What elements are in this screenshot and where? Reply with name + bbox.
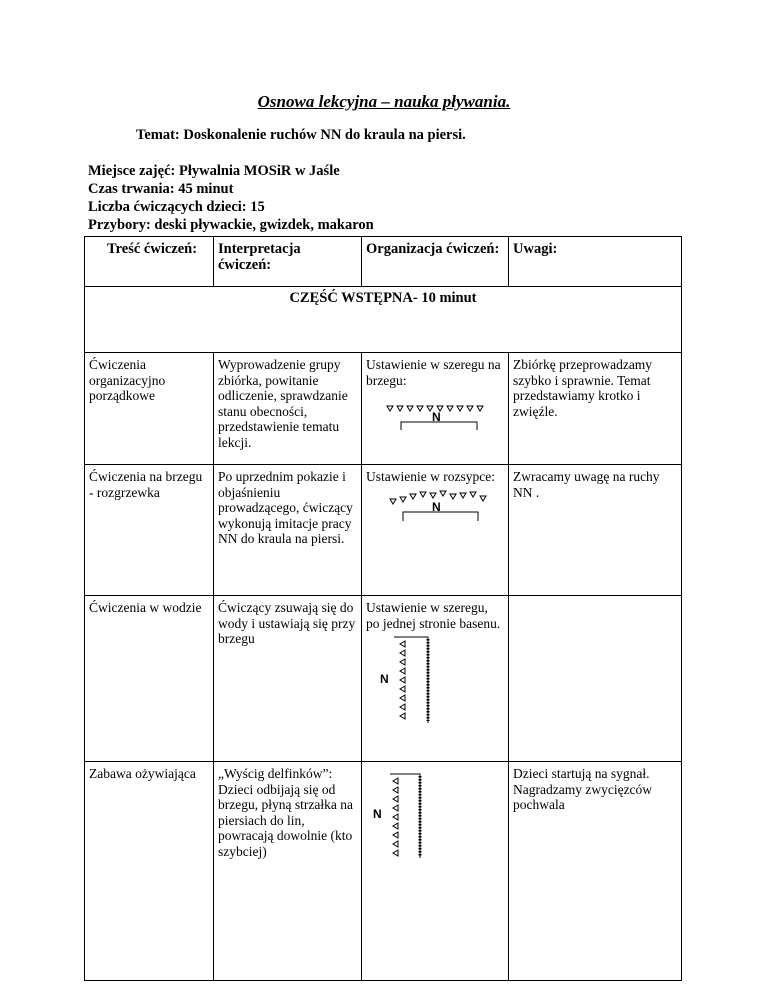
swimmer-markers (393, 778, 398, 856)
row-notes: Zwracamy uwagę na ruchy NN . (509, 465, 682, 596)
header-notes: Uwagi: (509, 237, 682, 287)
row-organization (362, 353, 509, 465)
row-content: Ćwiczenia organizacyjno porządkowe (85, 353, 214, 465)
instructor-label: N (373, 807, 382, 821)
formation-column-diagram (366, 635, 501, 731)
row-notes: Dzieci startują na sygnał. Nagradzamy zwycięzców pochwala (509, 762, 682, 981)
info-equipment: Przybory: deski pływackie, gwizdek, makaron (88, 217, 374, 233)
section-row (85, 287, 682, 353)
info-children: Liczba ćwiczących dzieci: 15 (88, 199, 265, 215)
row-interpretation: Wyprowadzenie grupy zbiórka, powitanie odliczenie, sprawdzanie stanu obecności, przedstawienie tematu lekcji. (214, 353, 362, 465)
header-content: Treść ćwiczeń: (85, 237, 214, 287)
info-duration: Czas trwania: 45 minut (88, 181, 234, 197)
instructor-label: N (432, 499, 441, 514)
table-row (85, 353, 682, 465)
table-row (85, 596, 682, 762)
row-organization (362, 596, 509, 762)
organization-text: Ustawienie w szeregu na brzegu: (366, 357, 501, 388)
table-header-row (85, 237, 682, 287)
table-row (85, 465, 682, 596)
info-place: Miejsce zajęć: Pływalnia MOSiR w Jaśle (88, 163, 340, 179)
instructor-label: N (380, 672, 389, 686)
organization-text: Ustawienie w rozsypce: (366, 469, 495, 484)
section-title: CZĘŚĆ WSTĘPNA- 10 minut (85, 287, 682, 353)
organization-text: Ustawienie w szeregu, po jednej stronie basenu. (366, 600, 501, 631)
formation-race-diagram (366, 772, 501, 864)
row-organization (362, 762, 509, 981)
swimmer-markers (400, 641, 405, 719)
row-content: Ćwiczenia na brzegu - rozgrzewka (85, 465, 214, 596)
instructor-label: N (432, 410, 441, 424)
row-interpretation: „Wyścig delfinków”: Dzieci odbijają się od brzegu, płyną strzałka na piersiach do lin, powracają dowolnie (kto szybciej) (214, 762, 362, 981)
document-title: Osnowa lekcyjna – nauka pływania. (257, 92, 511, 111)
lesson-plan-table (84, 236, 682, 981)
row-interpretation: Po uprzednim pokazie i objaśnieniu prowadzącego, ćwiczący wykonują imitacje pracy NN do kraula na piersi. (214, 465, 362, 596)
lesson-topic: Temat: Doskonalenie ruchów NN do kraula na piersi. (136, 127, 466, 143)
formation-scatter-diagram (366, 489, 506, 539)
row-notes: Zbiórkę przeprowadzamy szybko i sprawnie. Temat przedstawiamy krotko i zwięźle. (509, 353, 682, 465)
row-interpretation: Ćwiczący zsuwają się do wody i ustawiają się przy brzegu (214, 596, 362, 762)
row-content: Ćwiczenia w wodzie (85, 596, 214, 762)
row-organization (362, 465, 509, 596)
lesson-info (88, 162, 374, 234)
table-row (85, 762, 682, 981)
header-organization: Organizacja ćwiczeń: (362, 237, 509, 287)
formation-line-diagram (366, 392, 501, 444)
row-content: Zabawa ożywiająca (85, 762, 214, 981)
header-interpretation: Interpretacja ćwiczeń: (214, 237, 362, 287)
row-notes (509, 596, 682, 762)
